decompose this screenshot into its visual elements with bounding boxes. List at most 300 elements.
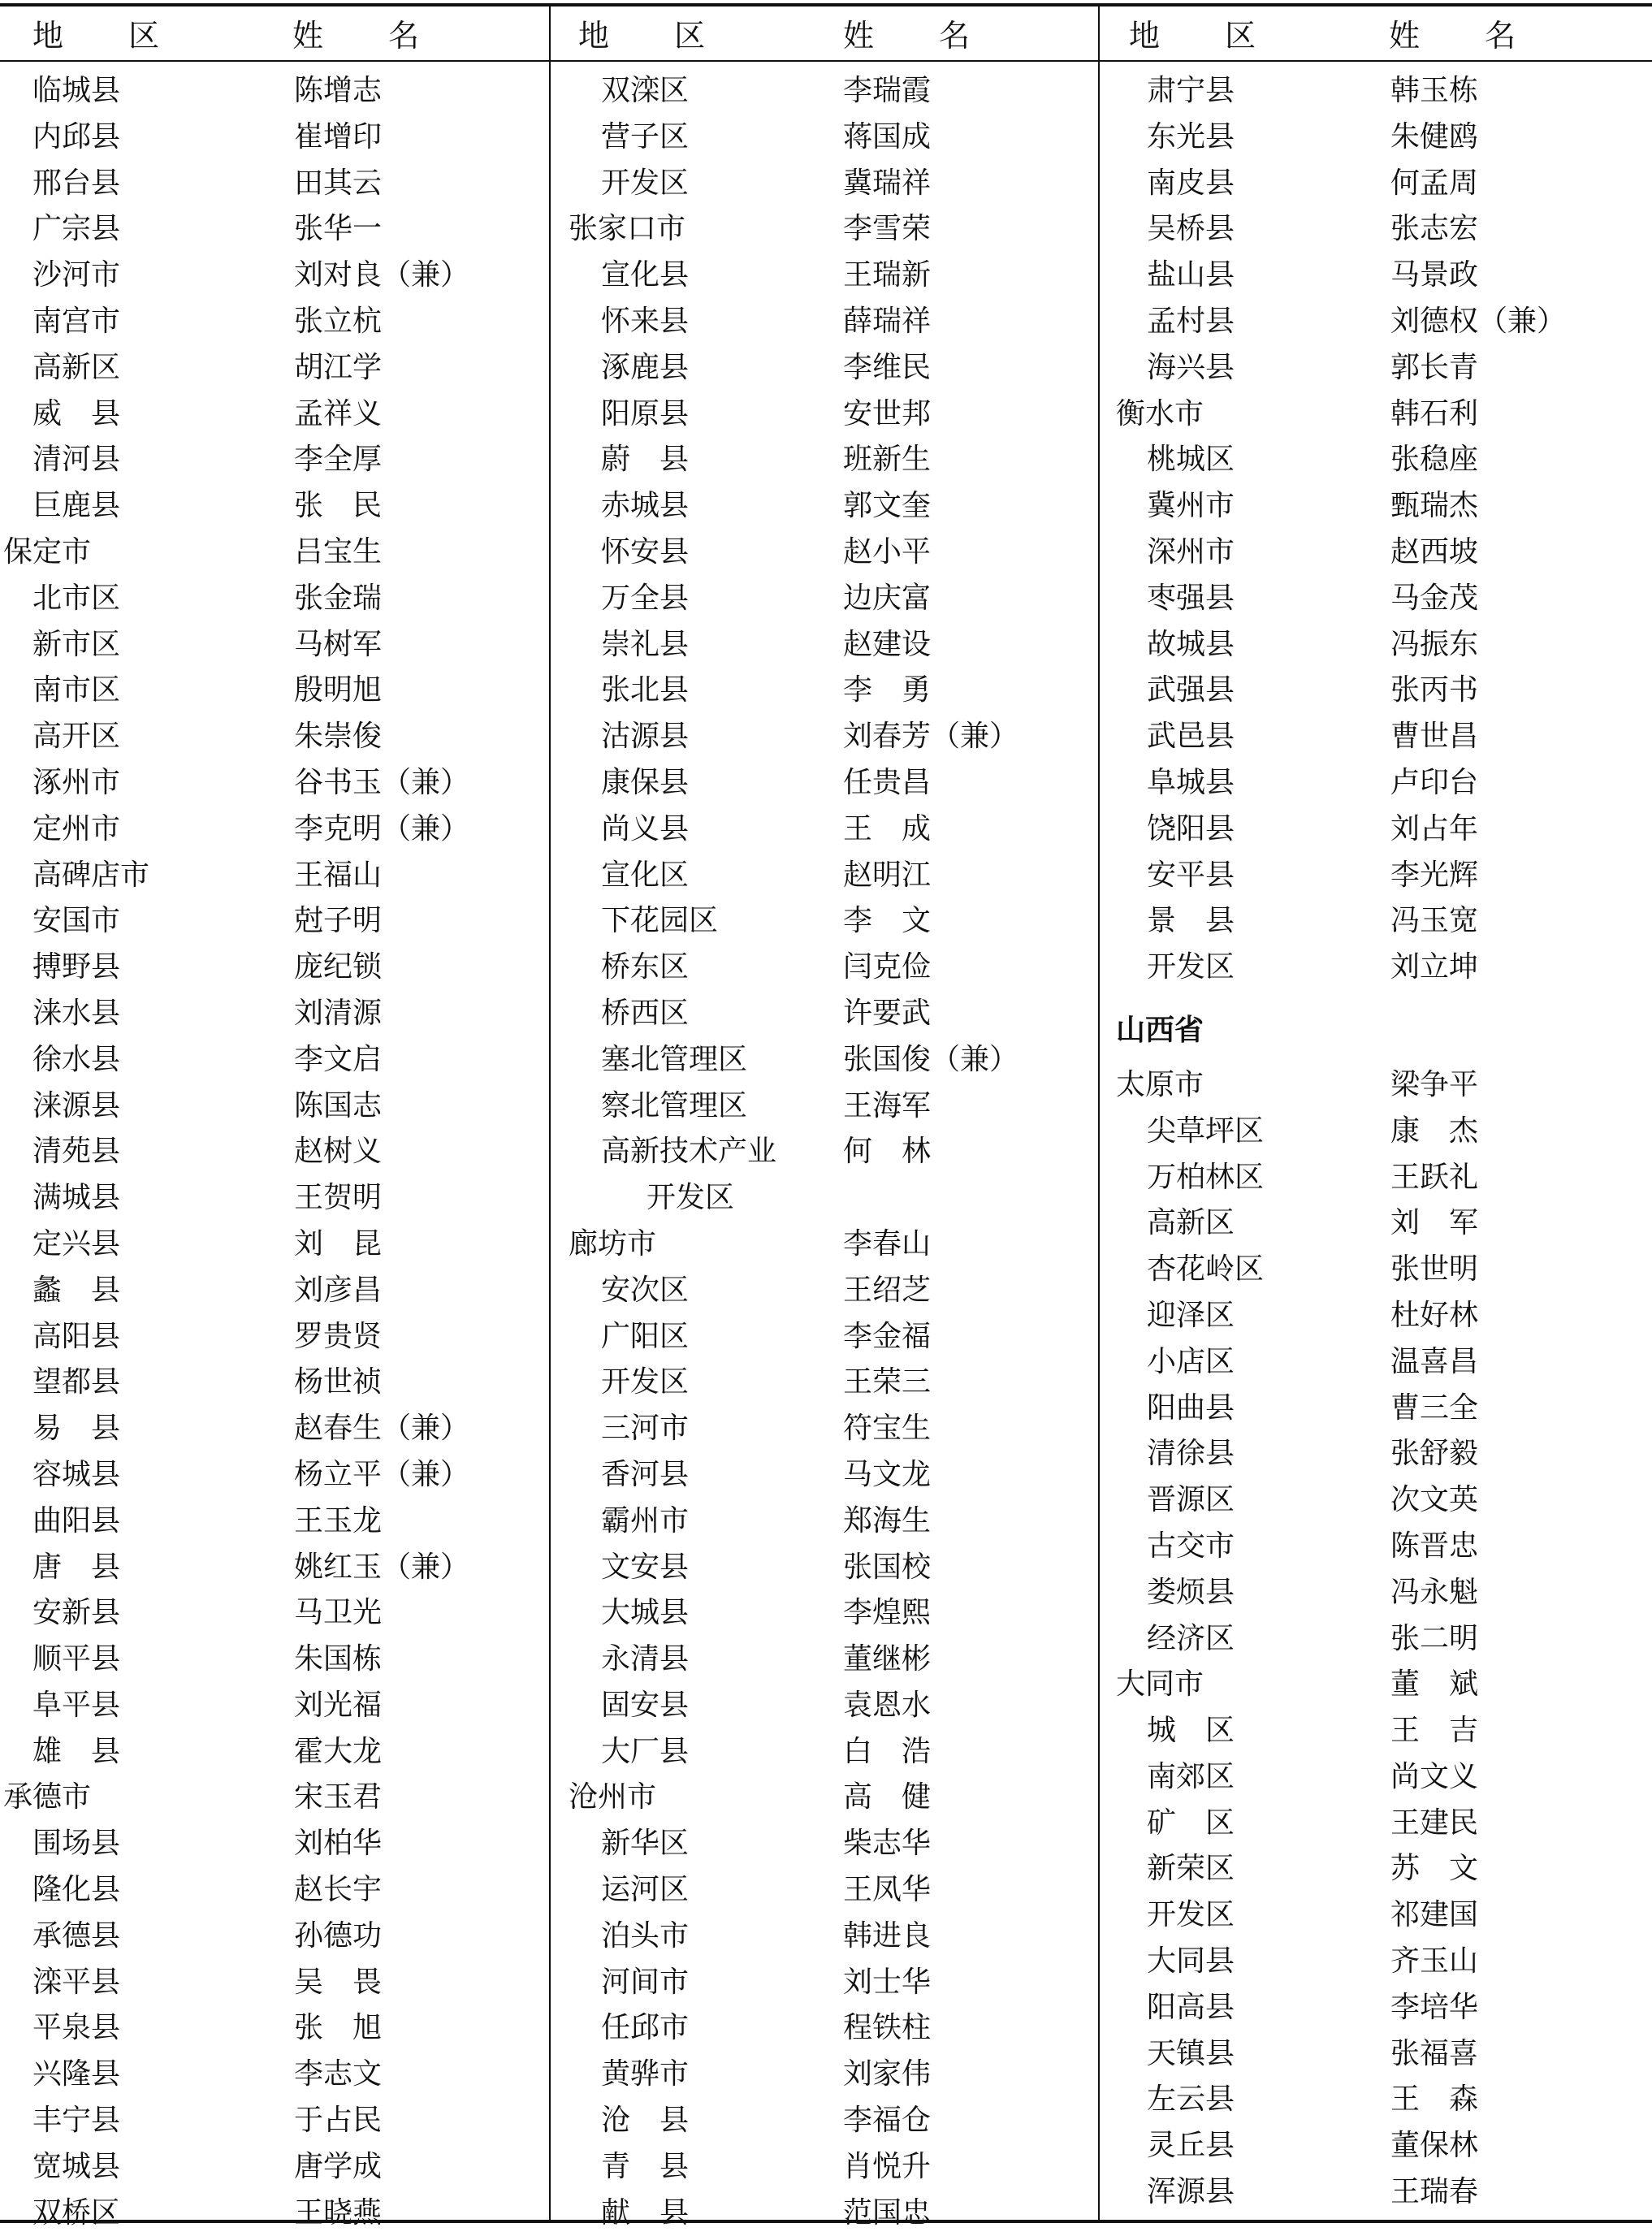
table-row	[551, 68, 1100, 115]
name-cell: 郭文奎	[843, 489, 932, 523]
table-row	[1100, 1477, 1649, 1524]
table-row	[551, 2052, 1100, 2098]
region-cell: 清徐县	[1147, 1437, 1235, 1471]
region-cell: 泊头市	[601, 1918, 690, 1953]
region-cell: 固安县	[601, 1688, 690, 1722]
region-cell: 阳高县	[1147, 1990, 1235, 2024]
name-cell: 李光辉	[1390, 858, 1479, 892]
name-cell: 马金茂	[1390, 581, 1479, 615]
name-cell: 刘士华	[843, 1965, 932, 1999]
region-cell: 容城县	[32, 1457, 121, 1491]
table-row	[551, 1729, 1100, 1775]
table-row	[551, 299, 1100, 345]
region-cell: 新华区	[601, 1827, 690, 1861]
region-cell: 望都县	[32, 1365, 121, 1399]
column-rows	[551, 68, 1100, 2236]
table-row	[0, 2005, 549, 2052]
name-cell: 王荣三	[843, 1365, 932, 1399]
region-cell: 廊坊市	[569, 1226, 657, 1261]
name-cell: 庞纪锁	[294, 950, 383, 984]
name-cell: 何 林	[843, 1135, 932, 1169]
region-cell: 阜平县	[32, 1688, 121, 1722]
table-row	[1100, 1754, 1649, 1801]
name-cell: 李春山	[843, 1226, 932, 1261]
table-row	[1100, 714, 1649, 760]
table-row	[1100, 2169, 1649, 2216]
name-cell: 李全厚	[294, 443, 383, 477]
region-cell: 徐水县	[32, 1042, 121, 1076]
table-row	[0, 2052, 549, 2098]
table-row	[551, 483, 1100, 530]
table-row	[0, 1729, 549, 1775]
region-cell: 矿 区	[1147, 1806, 1235, 1840]
region-cell: 大同县	[1147, 1944, 1235, 1979]
name-cell: 霍大龙	[294, 1734, 383, 1768]
table-row	[551, 437, 1100, 483]
name-cell: 白 浩	[843, 1734, 932, 1768]
column-1	[0, 3, 549, 2230]
table-row	[1100, 115, 1649, 161]
region-cell: 饶阳县	[1147, 811, 1235, 846]
region-cell: 涞源县	[32, 1088, 121, 1122]
name-cell: 李维民	[843, 350, 932, 384]
name-cell: 蒋国成	[843, 119, 932, 154]
table-row	[551, 1914, 1100, 1960]
name-cell: 张国校	[843, 1550, 932, 1584]
region-cell: 天镇县	[1147, 2036, 1235, 2070]
table-row	[0, 1821, 549, 1867]
region-cell: 肃宁县	[1147, 74, 1235, 107]
region-cell: 迎泽区	[1147, 1298, 1235, 1332]
region-cell: 灵丘县	[1147, 2129, 1235, 2163]
name-cell: 刘占年	[1390, 811, 1479, 846]
table-row	[1100, 1985, 1649, 2031]
region-cell: 孟村县	[1147, 304, 1235, 338]
region-cell: 搏野县	[32, 950, 121, 984]
region-cell: 南皮县	[1147, 166, 1235, 200]
table-row	[0, 1360, 549, 1406]
region-cell: 巨鹿县	[32, 489, 121, 523]
region-cell: 高新区	[32, 350, 121, 384]
table-row	[0, 807, 549, 853]
region-cell: 盐山县	[1147, 258, 1235, 292]
table-row	[1100, 1431, 1649, 1477]
table-row	[1100, 530, 1649, 576]
table-row	[1100, 1708, 1649, 1754]
region-cell: 海兴县	[1147, 350, 1235, 384]
name-cell: 许要武	[843, 996, 932, 1030]
column-2	[551, 3, 1100, 2230]
region-cell: 深州市	[1147, 534, 1235, 569]
name-cell: 胡江学	[294, 350, 383, 384]
name-cell: 苏 文	[1390, 1852, 1479, 1886]
region-cell: 沙河市	[32, 258, 121, 292]
name-cell: 王晓燕	[294, 2195, 383, 2230]
name-cell: 边庆富	[843, 581, 932, 615]
name-cell: 高 健	[843, 1780, 932, 1814]
name-cell: 朱崇俊	[294, 720, 383, 754]
name-cell: 王福山	[294, 858, 383, 892]
table-row	[0, 1314, 549, 1360]
table-row	[0, 115, 549, 161]
name-cell: 王海军	[843, 1088, 932, 1122]
name-cell: 刘对良（兼）	[294, 258, 470, 292]
column-rows	[1100, 68, 1649, 2216]
name-cell: 冯永魁	[1390, 1575, 1479, 1609]
name-cell: 刘彦昌	[294, 1273, 383, 1307]
region-cell: 大城县	[601, 1596, 690, 1630]
region-cell: 冀州市	[1147, 489, 1235, 523]
name-cell: 王贺明	[294, 1181, 383, 1215]
region-cell: 开发区	[647, 1181, 735, 1215]
name-cell: 张丙书	[1390, 673, 1479, 707]
table-row	[0, 1499, 549, 1545]
table-row	[551, 1821, 1100, 1867]
table-row	[1100, 253, 1649, 299]
table-row	[0, 898, 549, 945]
name-cell: 李金福	[843, 1319, 932, 1353]
table-row	[551, 115, 1100, 161]
table-row	[551, 530, 1100, 576]
table-row	[0, 483, 549, 530]
table-row	[0, 253, 549, 299]
name-cell: 赵春生（兼）	[294, 1412, 470, 1446]
region-cell: 桃城区	[1147, 443, 1235, 477]
table-row	[1100, 1109, 1649, 1155]
name-cell: 何孟周	[1390, 166, 1479, 200]
name-cell: 于占民	[294, 2104, 383, 2138]
name-cell: 刘光福	[294, 1688, 383, 1722]
name-cell: 冯玉宽	[1390, 904, 1479, 938]
table-row	[1100, 1155, 1649, 1201]
name-cell: 罗贵贤	[294, 1319, 383, 1353]
table-row	[1100, 2123, 1649, 2169]
region-cell: 娄烦县	[1147, 1575, 1235, 1609]
name-cell: 宋玉君	[294, 1780, 383, 1814]
name-cell: 刘清源	[294, 996, 383, 1030]
name-cell: 李文启	[294, 1042, 383, 1076]
table-row	[1100, 2077, 1649, 2123]
region-cell: 高开区	[32, 720, 121, 754]
region-cell: 东光县	[1147, 119, 1235, 154]
name-cell: 王建民	[1390, 1806, 1479, 1840]
name-cell: 田其云	[294, 166, 383, 200]
name-cell: 孟祥义	[294, 396, 383, 430]
name-cell: 尚文义	[1390, 1759, 1479, 1793]
region-cell: 大厂县	[601, 1734, 690, 1768]
province-heading-row	[1100, 991, 1649, 1062]
region-cell: 顺平县	[32, 1642, 121, 1676]
name-cell: 张舒毅	[1390, 1437, 1479, 1471]
table-row	[551, 1406, 1100, 1452]
region-cell: 衡水市	[1116, 396, 1204, 430]
region-cell: 沧州市	[569, 1780, 657, 1814]
table-row	[1100, 1524, 1649, 1570]
name-cell: 李培华	[1390, 1990, 1479, 2024]
region-cell: 新荣区	[1147, 1852, 1235, 1886]
table-row	[551, 1175, 1100, 1222]
table-row	[1100, 1062, 1649, 1109]
name-cell: 韩进良	[843, 1918, 932, 1953]
name-cell: 张稳座	[1390, 443, 1479, 477]
table-row	[1100, 1339, 1649, 1386]
column-3	[1100, 3, 1649, 2220]
region-cell: 桥东区	[601, 950, 690, 984]
name-cell: 范国忠	[843, 2195, 932, 2230]
region-cell: 营子区	[601, 119, 690, 154]
name-cell: 曹世昌	[1390, 720, 1479, 754]
region-cell: 曲阳县	[32, 1503, 121, 1538]
region-cell: 怀来县	[601, 304, 690, 338]
name-cell: 吴 畏	[294, 1965, 383, 1999]
region-cell: 宣化县	[601, 258, 690, 292]
name-cell: 张国俊（兼）	[843, 1042, 1019, 1076]
table-row	[0, 714, 549, 760]
province-heading: 山西省	[1116, 1012, 1204, 1047]
name-cell: 张 旭	[294, 2011, 383, 2045]
table-row	[0, 1268, 549, 1314]
table-row	[551, 206, 1100, 253]
region-cell: 大同市	[1116, 1667, 1204, 1702]
name-cell: 祁建国	[1390, 1898, 1479, 1932]
table-row	[551, 622, 1100, 668]
region-cell: 城 区	[1147, 1714, 1235, 1748]
region-cell: 浑源县	[1147, 2175, 1235, 2209]
name-cell: 任贵昌	[843, 765, 932, 799]
region-cell: 安新县	[32, 1596, 121, 1630]
name-cell: 王 成	[843, 811, 932, 846]
table-row	[0, 206, 549, 253]
name-cell: 王跃礼	[1390, 1160, 1479, 1194]
name-cell: 薛瑞祥	[843, 304, 932, 338]
table-row	[0, 668, 549, 714]
table-row	[551, 1268, 1100, 1314]
name-cell: 杜好林	[1390, 1298, 1479, 1332]
name-cell: 赵长宇	[294, 1873, 383, 1907]
name-cell: 李瑞霞	[843, 74, 932, 107]
table-row	[551, 2098, 1100, 2144]
table-row	[1100, 1616, 1649, 1663]
table-row	[551, 1222, 1100, 1268]
region-cell: 尖草坪区	[1147, 1114, 1265, 1148]
table-row	[1100, 760, 1649, 807]
table-row	[0, 853, 549, 899]
name-header: 姓 名	[1389, 18, 1544, 54]
table-row	[551, 668, 1100, 714]
table-row	[551, 945, 1100, 991]
table-row	[551, 1590, 1100, 1637]
name-cell: 肖悦升	[843, 2149, 932, 2183]
region-cell: 万柏林区	[1147, 1160, 1265, 1194]
table-row	[0, 345, 549, 391]
region-cell: 古交市	[1147, 1529, 1235, 1563]
table-row	[551, 1775, 1100, 1821]
name-cell: 王瑞春	[1390, 2175, 1479, 2209]
region-cell: 沽源县	[601, 720, 690, 754]
region-cell: 涞水县	[32, 996, 121, 1030]
region-cell: 张北县	[601, 673, 690, 707]
name-cell: 刘柏华	[294, 1827, 383, 1861]
name-cell: 郑海生	[843, 1503, 932, 1538]
table-row	[1100, 576, 1649, 622]
table-row	[0, 1129, 549, 1175]
table-row	[551, 391, 1100, 438]
region-cell: 沧 县	[601, 2104, 690, 2138]
table-row	[551, 760, 1100, 807]
name-header: 姓 名	[292, 18, 448, 54]
table-row	[551, 1867, 1100, 1914]
region-cell: 双桥区	[32, 2195, 121, 2230]
region-cell: 故城县	[1147, 627, 1235, 661]
region-cell: 平泉县	[32, 2011, 121, 2045]
region-cell: 三河市	[601, 1412, 690, 1446]
region-header: 地 区	[1129, 18, 1284, 54]
table-row	[0, 68, 549, 115]
name-header: 姓 名	[843, 18, 998, 54]
region-cell: 双滦区	[601, 74, 690, 107]
region-cell: 定州市	[32, 811, 121, 846]
region-cell: 安次区	[601, 1273, 690, 1307]
table-row	[1100, 1801, 1649, 1847]
region-cell: 塞北管理区	[601, 1042, 748, 1076]
table-row	[551, 576, 1100, 622]
name-cell: 李 勇	[843, 673, 932, 707]
table-row	[0, 2098, 549, 2144]
table-row	[0, 2144, 549, 2191]
name-cell: 谷书玉（兼）	[294, 765, 470, 799]
table-row	[0, 1960, 549, 2006]
table-row	[0, 1545, 549, 1591]
table-row	[0, 622, 549, 668]
name-cell: 刘春芳（兼）	[843, 720, 1019, 754]
table-row	[1100, 622, 1649, 668]
name-cell: 崔增印	[294, 119, 383, 154]
table-row	[551, 345, 1100, 391]
region-cell: 宽城县	[32, 2149, 121, 2183]
region-cell: 广阳区	[601, 1319, 690, 1353]
region-cell: 景 县	[1147, 904, 1235, 938]
region-cell: 永清县	[601, 1642, 690, 1676]
name-cell: 班新生	[843, 443, 932, 477]
column-rows	[0, 68, 549, 2236]
region-cell: 承德县	[32, 1918, 121, 1953]
name-cell: 冀瑞祥	[843, 166, 932, 200]
table-row	[551, 1545, 1100, 1591]
table-row	[0, 299, 549, 345]
region-cell: 邢台县	[32, 166, 121, 200]
region-header: 地 区	[32, 18, 188, 54]
region-cell: 下花园区	[601, 904, 719, 938]
region-cell: 左云县	[1147, 2082, 1235, 2117]
name-cell: 安世邦	[843, 396, 932, 430]
table-row	[0, 1867, 549, 1914]
region-cell: 清苑县	[32, 1135, 121, 1169]
name-cell: 陈增志	[294, 74, 383, 107]
name-cell: 李志文	[294, 2057, 383, 2091]
table-row	[1100, 668, 1649, 714]
region-cell: 雄 县	[32, 1734, 121, 1768]
region-cell: 高新区	[1147, 1206, 1235, 1240]
region-cell: 阳曲县	[1147, 1390, 1235, 1425]
name-cell: 王 吉	[1390, 1714, 1479, 1748]
table-row	[1100, 437, 1649, 483]
region-cell: 唐 县	[32, 1550, 121, 1584]
region-cell: 隆化县	[32, 1873, 121, 1907]
region-cell: 丰宁县	[32, 2104, 121, 2138]
region-cell: 开发区	[601, 166, 690, 200]
table-row	[1100, 483, 1649, 530]
region-cell: 太原市	[1116, 1067, 1204, 1101]
table-row	[1100, 206, 1649, 253]
name-cell: 卢印台	[1390, 765, 1479, 799]
table-row	[0, 1683, 549, 1729]
region-cell: 内邱县	[32, 119, 121, 154]
table-row	[1100, 1570, 1649, 1616]
name-cell: 朱国栋	[294, 1642, 383, 1676]
region-cell: 南郊区	[1147, 1759, 1235, 1793]
name-cell: 曹三全	[1390, 1390, 1479, 1425]
table-row	[0, 1914, 549, 1960]
region-cell: 经济区	[1147, 1621, 1235, 1655]
region-cell: 怀安县	[601, 534, 690, 569]
name-cell: 马卫光	[294, 1596, 383, 1630]
region-cell: 滦平县	[32, 1965, 121, 1999]
name-cell: 刘 昆	[294, 1226, 383, 1261]
region-cell: 武邑县	[1147, 720, 1235, 754]
table-row	[0, 391, 549, 438]
table-row	[1100, 2031, 1649, 2078]
name-cell: 赵树义	[294, 1135, 383, 1169]
region-cell: 兴隆县	[32, 2057, 121, 2091]
region-cell: 杏花岭区	[1147, 1252, 1265, 1287]
name-cell: 康 杰	[1390, 1114, 1479, 1148]
name-cell: 张志宏	[1390, 212, 1479, 246]
name-cell: 梁争平	[1390, 1067, 1479, 1101]
region-cell: 涿鹿县	[601, 350, 690, 384]
region-cell: 献 县	[601, 2195, 690, 2230]
region-cell: 南宫市	[32, 304, 121, 338]
name-cell: 张福喜	[1390, 2036, 1479, 2070]
table-row	[1100, 1662, 1649, 1708]
region-cell: 万全县	[601, 581, 690, 615]
region-cell: 安平县	[1147, 858, 1235, 892]
name-cell: 刘 军	[1390, 1206, 1479, 1240]
table-row	[551, 898, 1100, 945]
name-cell: 张金瑞	[294, 581, 383, 615]
name-cell: 张世明	[1390, 1252, 1479, 1287]
table-row	[551, 1960, 1100, 2006]
table-row	[0, 437, 549, 483]
region-cell: 威 县	[32, 396, 121, 430]
region-cell: 晋源区	[1147, 1483, 1235, 1517]
table-row	[0, 1083, 549, 1130]
region-cell: 满城县	[32, 1181, 121, 1215]
table-row	[0, 576, 549, 622]
table-row	[1100, 898, 1649, 945]
name-cell: 王瑞新	[843, 258, 932, 292]
name-cell: 韩石利	[1390, 396, 1479, 430]
table-row	[551, 161, 1100, 207]
table-row	[551, 2144, 1100, 2191]
region-cell: 赤城县	[601, 489, 690, 523]
name-cell: 赵小平	[843, 534, 932, 569]
table-row	[1100, 1200, 1649, 1247]
name-cell: 陈国志	[294, 1088, 383, 1122]
name-cell: 袁恩水	[843, 1688, 932, 1722]
region-cell: 青 县	[601, 2149, 690, 2183]
region-cell: 保定市	[3, 534, 92, 569]
region-cell: 新市区	[32, 627, 121, 661]
